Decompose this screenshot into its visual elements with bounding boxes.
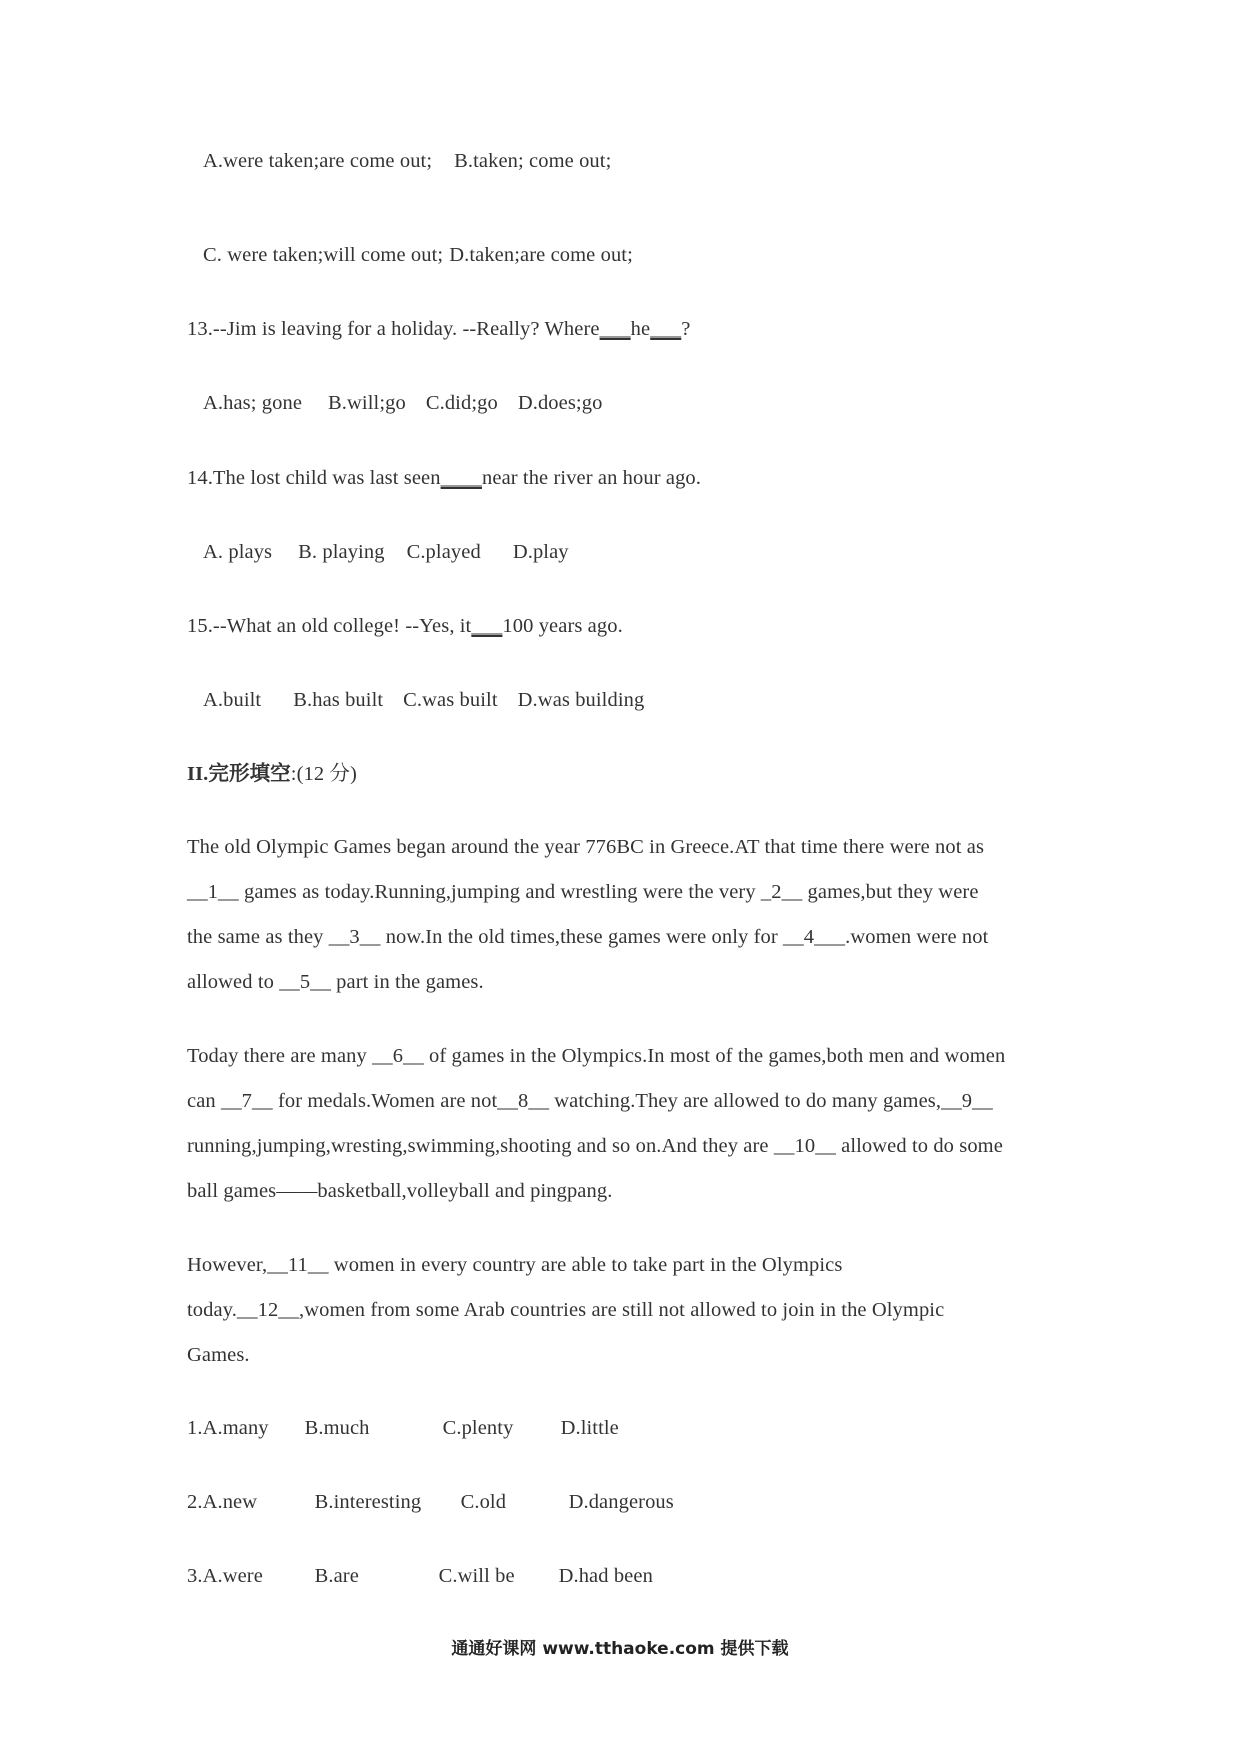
- passage-p3-line-1: However,__11__ women in every country are able to take part in the Olympics: [187, 1254, 843, 1276]
- q13-stem-part-c: ?: [681, 318, 691, 340]
- passage-p1-line-4: allowed to __5__ part in the games.: [187, 971, 484, 993]
- q13-option-a: A.has; gone: [203, 392, 303, 414]
- cloze-1-number: 1.: [187, 1417, 203, 1439]
- q15-option-c: C.was built: [403, 689, 498, 711]
- q15-stem: [187, 613, 623, 639]
- q13-stem-part-a: 13.--Jim is leaving for a holiday. --Really? Where: [187, 318, 600, 340]
- q13-options: [203, 390, 602, 416]
- cloze-1-option-b: B.much: [304, 1417, 370, 1439]
- q13-option-d: D.does;go: [517, 392, 603, 414]
- q13-blank-2: ___: [650, 318, 682, 340]
- passage-p2-line-3: running,jumping,wresting,swimming,shooting and so on.And they are __10__ allowed to do some: [187, 1135, 1003, 1157]
- passage-p1-line-3: the same as they __3__ now.In the old times,these games were only for __4___.women were not: [187, 926, 989, 948]
- q13-option-c: C.did;go: [425, 392, 498, 414]
- cloze-options-1: [187, 1415, 619, 1441]
- q13-stem: [187, 316, 690, 342]
- q15-stem-part-a: 15.--What an old college! --Yes, it: [187, 615, 472, 637]
- cloze-3-option-a: A.were: [202, 1565, 263, 1587]
- q12-option-d: D.taken;are come out;: [449, 244, 633, 266]
- passage-p2-line-2: can __7__ for medals.Women are not__8__ watching.They are allowed to do many games,__9__: [187, 1090, 993, 1112]
- q13-blank-1: ___: [599, 318, 631, 340]
- passage-p2-line-1: Today there are many __6__ of games in the Olympics.In most of the games,both men and women: [187, 1045, 1006, 1067]
- passage-p2-line-4: ball games——basketball,volleyball and pingpang.: [187, 1180, 613, 1202]
- q14-stem-part-a: 14.The lost child was last seen: [187, 467, 441, 489]
- cloze-1-option-d: D.little: [560, 1417, 619, 1439]
- cloze-options-2: [187, 1489, 674, 1515]
- cloze-1-option-a: A.many: [202, 1417, 269, 1439]
- cloze-2-option-c: C.old: [460, 1491, 507, 1513]
- q15-options: [203, 687, 644, 713]
- passage-p3-line-2: today.__12__,women from some Arab countries are still not allowed to join in the Olympic: [187, 1299, 945, 1321]
- q15-option-a: A.built: [203, 689, 262, 711]
- q12-option-c: C. were taken;will come out;: [203, 244, 444, 266]
- q14-stem: [187, 465, 701, 491]
- q15-option-d: D.was building: [517, 689, 645, 711]
- passage-p1-line-1: The old Olympic Games began around the year 776BC in Greece.AT that time there were not as: [187, 836, 985, 858]
- cloze-2-option-d: D.dangerous: [568, 1491, 674, 1513]
- section-2-title: [187, 761, 357, 787]
- cloze-3-option-d: D.had been: [558, 1565, 653, 1587]
- q14-options: [203, 539, 569, 565]
- page-footer: 通通好课网 www.tthaoke.com 提供下载: [451, 1639, 789, 1659]
- cloze-1-option-c: C.plenty: [442, 1417, 514, 1439]
- q12-options-row2: [203, 242, 633, 268]
- q15-option-b: B.has built: [293, 689, 384, 711]
- cloze-3-option-c: C.will be: [438, 1565, 515, 1587]
- passage-p3-line-3: Games.: [187, 1344, 250, 1366]
- cloze-3-number: 3.: [187, 1565, 203, 1587]
- q14-stem-part-b: near the river an hour ago.: [482, 467, 702, 489]
- q14-option-c: C.played: [406, 541, 481, 563]
- cloze-options-3: [187, 1563, 653, 1589]
- section-2-title-text: II.完形填空: [187, 763, 291, 785]
- section-2-score: :(12 分): [290, 763, 357, 785]
- q12-option-b: B.taken; come out;: [454, 150, 612, 172]
- q15-blank: ___: [471, 615, 503, 637]
- cloze-2-number: 2.: [187, 1491, 203, 1513]
- cloze-3-option-b: B.are: [314, 1565, 359, 1587]
- q12-option-a: A.were taken;are come out;: [203, 150, 433, 172]
- cloze-2-option-a: A.new: [202, 1491, 258, 1513]
- q14-blank: ____: [440, 467, 483, 489]
- passage-p1-line-2: __1__ games as today.Running,jumping and wrestling were the very _2__ games,but they were: [187, 881, 979, 903]
- q13-option-b: B.will;go: [328, 392, 406, 414]
- q14-option-b: B. playing: [298, 541, 385, 563]
- q14-option-d: D.play: [512, 541, 569, 563]
- cloze-2-option-b: B.interesting: [314, 1491, 422, 1513]
- q13-stem-part-b: he: [630, 318, 651, 340]
- q15-stem-part-b: 100 years ago.: [502, 615, 623, 637]
- q14-option-a: A. plays: [203, 541, 273, 563]
- q12-options-row1: [203, 148, 611, 174]
